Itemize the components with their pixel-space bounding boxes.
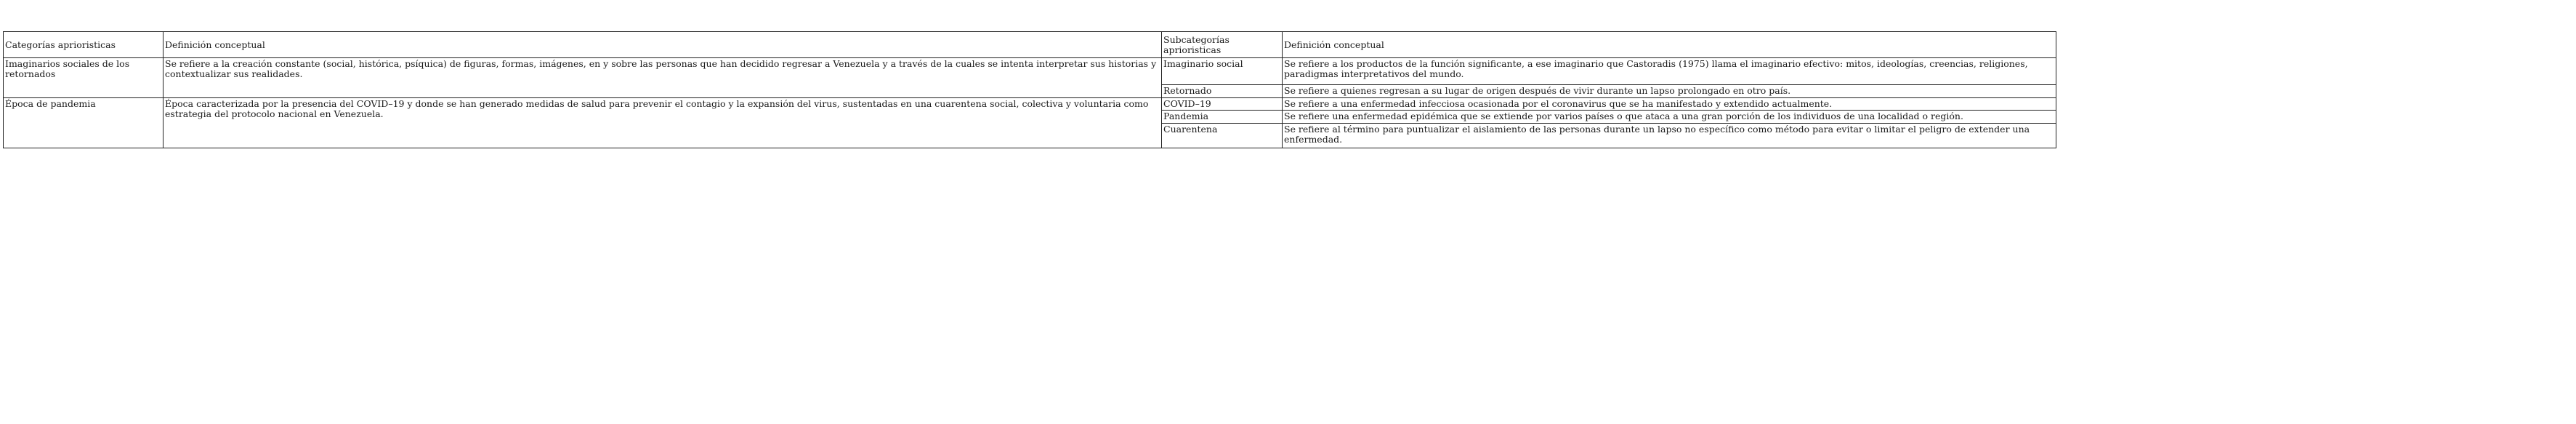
category-definition: Se refiere a la creación constante (social, histórica, psíquica) de figuras, formas, imágenes, en y sobre las personas que han decidido regresar a Venezuela y a través de la cuales se intenta interpretar sus historias y contextualizar sus realidades.: [163, 58, 1162, 98]
subcategory-name: Retornado: [1162, 85, 1283, 98]
table-row: [4, 98, 2056, 111]
subcategory-definition: Se refiere a quienes regresan a su lugar de origen después de vivir durante un lapso prolongado en otro país.: [1283, 85, 2056, 98]
subcategory-definition: Se refiere una enfermedad epidémica que se extiende por varios países o que ataca a una gran porción de los individuos de una localidad o región.: [1283, 111, 2056, 124]
subcategory-name: Pandemia: [1162, 111, 1283, 124]
table-header-row: [4, 32, 2056, 58]
header-definicion: Definición conceptual: [163, 32, 1162, 58]
subcategory-name: COVID–19: [1162, 98, 1283, 111]
subcategory-name: Cuarentena: [1162, 124, 1283, 148]
subcategory-definition: Se refiere a una enfermedad infecciosa ocasionada por el coronavirus que se ha manifestado y extendido actualmente.: [1283, 98, 2056, 111]
subcategory-definition: Se refiere a los productos de la función significante, a ese imaginario que Castoradis (1975) llama el imaginario efectivo: mitos, ideologías, creencias, religiones, paradigmas interpretativos del mundo.: [1283, 58, 2056, 85]
category-name: Imaginarios sociales de los retornados: [4, 58, 163, 98]
subcategory-name: Imaginario social: [1162, 58, 1283, 85]
subcategory-definition: Se refiere al término para puntualizar el aislamiento de las personas durante un lapso no específico como método para evitar o limitar el peligro de extender una enfermedad.: [1283, 124, 2056, 148]
header-subcategorias: Subcategorías aprioristicas: [1162, 32, 1283, 58]
category-name: Época de pandemia: [4, 98, 163, 148]
header-definicion-sub: Definición conceptual: [1283, 32, 2056, 58]
header-categorias: Categorías aprioristicas: [4, 32, 163, 58]
category-definition: Época caracterizada por la presencia del COVID–19 y donde se han generado medidas de salud para prevenir el contagio y la expansión del virus, sustentadas en una cuarentena social, colectiva y voluntaria como estrategia del protocolo nacional en Venezuela.: [163, 98, 1162, 148]
categories-table: [3, 31, 2056, 148]
table-row: [4, 58, 2056, 85]
